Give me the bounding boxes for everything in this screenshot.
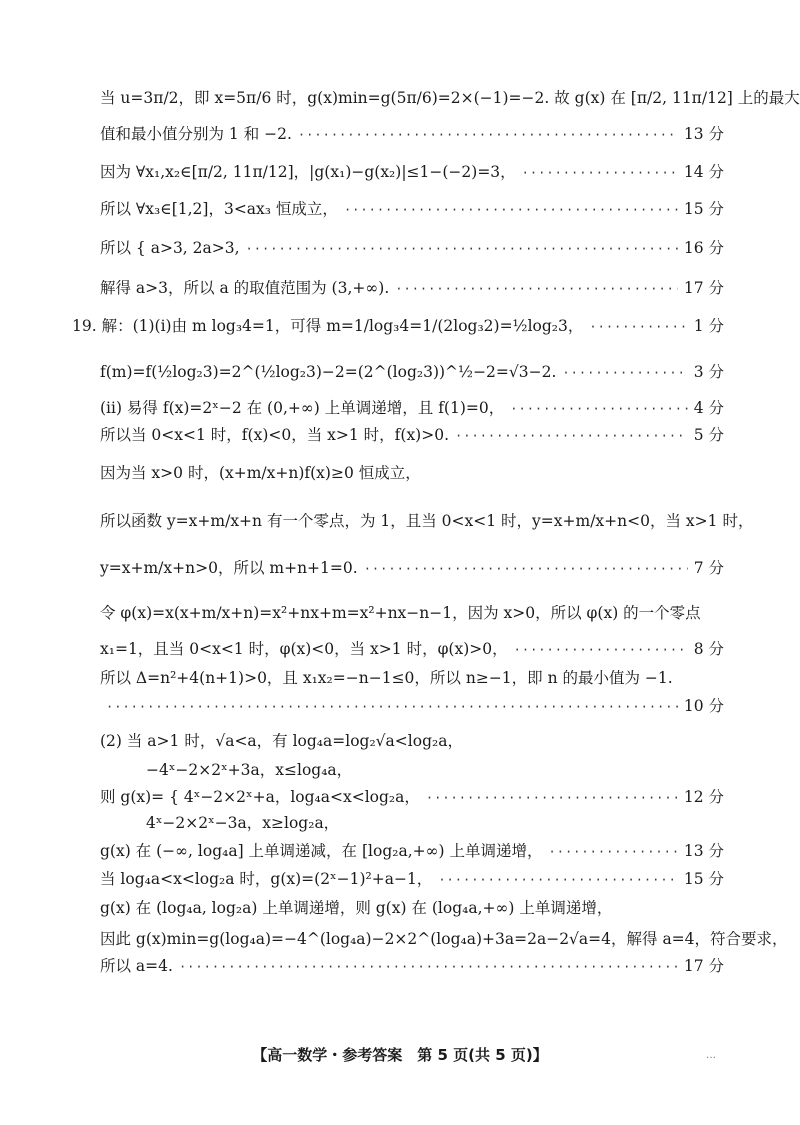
leader-dots (522, 163, 678, 183)
line-text: −4ˣ−2×2ˣ+3a，x≤log₄a， (146, 761, 353, 779)
line-text: 所以函数 y=x+m/x+n 有一个零点，为 1，且当 0<x<1 时，y=x+m/x+n<0，当 x>1 时， (100, 512, 754, 530)
leader-dots (298, 125, 678, 145)
text-line (100, 696, 724, 717)
line-text: 当 u=3π/2，即 x=5π/6 时，g(x)min=g(5π/6)=2×(−1)=−2. 故 g(x) 在 [π/2, 11π/12] 上的最大 (100, 89, 800, 107)
text-line (100, 511, 754, 531)
text-line (100, 731, 724, 751)
page-footer: 【高一数学・参考答案 第 5 页(共 5 页)】 (252, 1046, 548, 1064)
line-text: (ⅱ) 易得 f(x)=2ˣ−2 在 (0,+∞) 上单调递增，且 f(1)=0， (100, 399, 505, 417)
line-text: 当 log₄a<x<log₂a 时，g(x)=(2ˣ−1)²+a−1， (100, 870, 433, 888)
leader-dots (106, 697, 678, 717)
piecewise-case-line (146, 760, 724, 780)
question-19-heading-line (72, 316, 724, 337)
line-text: x₁=1，且当 0<x<1 时，φ(x)<0，当 x>1 时，φ(x)>0， (100, 640, 508, 658)
text-line (100, 398, 724, 419)
score-mark: 5 分 (693, 426, 724, 444)
text-line (100, 558, 724, 579)
text-line (100, 668, 724, 688)
line-text: y=x+m/x+n>0，所以 m+n+1=0. (100, 559, 358, 577)
score-mark: 3 分 (693, 363, 724, 381)
leader-dots (514, 640, 688, 660)
leader-dots (438, 870, 678, 890)
line-text: 则 g(x)= { 4ˣ−2×2ˣ+a，log₄a<x<log₂a， (100, 788, 420, 806)
leader-dots (426, 788, 678, 808)
line-text: f(m)=f(½log₂3)=2^(½log₂3)−2=(2^(log₂3))^½−2=√3−2. (100, 363, 557, 381)
line-text: 19. 解：(1)(ⅰ)由 m log₃4=1，可得 m=1/log₃4=1/(2log₃2)=½log₂3， (72, 317, 584, 335)
score-mark: 16 分 (683, 239, 724, 257)
line-text: 令 φ(x)=x(x+m/x+n)=x²+nx+m=x²+nx−n−1，因为 x>0，所以 φ(x) 的一个零点 (100, 604, 701, 622)
line-text: g(x) 在 (log₄a, log₂a) 上单调递增，则 g(x) 在 (log₄a,+∞) 上单调递增， (100, 899, 613, 917)
score-mark: 15 分 (683, 870, 724, 888)
corner-mark: … (706, 1050, 716, 1061)
line-text: 所以 a=4. (100, 957, 173, 975)
text-line (100, 869, 724, 890)
text-line (100, 841, 724, 862)
line-text: 因此 g(x)min=g(log₄a)=−4^(log₄a)−2×2^(log₄a)+3a=2a−2√a=4，解得 a=4，符合要求， (100, 930, 788, 948)
score-mark: 15 分 (683, 200, 724, 218)
text-line (100, 124, 724, 145)
text-line (100, 639, 724, 660)
text-line (100, 929, 788, 949)
text-line (100, 238, 724, 259)
leader-dots (562, 363, 687, 383)
text-line (100, 88, 800, 108)
line-text: 所以当 0<x<1 时，f(x)<0，当 x>1 时，f(x)>0. (100, 426, 450, 444)
score-mark: 14 分 (683, 163, 724, 181)
line-text: 4ˣ−2×2ˣ−3a，x≥log₂a， (146, 814, 340, 832)
text-line (100, 425, 724, 446)
score-mark: 1 分 (693, 317, 724, 335)
line-text: (2) 当 a>1 时，√a<a，有 log₄a=log₂√a<log₂a， (100, 732, 463, 750)
score-mark: 13 分 (683, 842, 724, 860)
score-mark: 8 分 (693, 640, 724, 658)
leader-dots (510, 399, 687, 419)
score-mark: 17 分 (683, 279, 724, 297)
text-line (100, 603, 724, 623)
leader-dots (246, 239, 678, 259)
line-text: 解得 a>3，所以 a 的取值范围为 (3,+∞). (100, 279, 390, 297)
leader-dots (455, 426, 688, 446)
text-line (100, 787, 724, 808)
score-mark: 17 分 (683, 957, 724, 975)
text-line (100, 162, 724, 183)
line-text: 因为 ∀x₁,x₂∈[π/2, 11π/12]，|g(x₁)−g(x₂)|≤1−(−2)=3， (100, 163, 516, 181)
text-line (100, 463, 724, 483)
text-line (100, 362, 724, 383)
piecewise-case-line (146, 813, 724, 833)
leader-dots (589, 317, 687, 337)
line-text: 所以 { a>3, 2a>3, (100, 239, 240, 257)
text-line (100, 199, 724, 220)
leader-dots (179, 957, 678, 977)
leader-dots (395, 279, 678, 299)
text-line (100, 956, 724, 977)
text-line (100, 898, 724, 918)
line-text: g(x) 在 (−∞, log₄a] 上单调递减，在 [log₂a,+∞) 上单调递增， (100, 842, 543, 860)
text-line (100, 278, 724, 299)
leader-dots (364, 559, 688, 579)
score-mark: 4 分 (693, 399, 724, 417)
score-mark: 10 分 (683, 697, 724, 715)
leader-dots (344, 200, 678, 220)
line-text: 所以 Δ=n²+4(n+1)>0，且 x₁x₂=−n−1≤0，所以 n≥−1，即 n 的最小值为 −1. (100, 669, 673, 687)
line-text: 值和最小值分别为 1 和 −2. (100, 125, 292, 143)
line-text: 因为当 x>0 时，(x+m/x+n)f(x)≥0 恒成立， (100, 464, 421, 482)
score-mark: 12 分 (683, 788, 724, 806)
score-mark: 13 分 (683, 125, 724, 143)
score-mark: 7 分 (693, 559, 724, 577)
leader-dots (549, 842, 678, 862)
line-text: 所以 ∀x₃∈[1,2]，3<ax₃ 恒成立， (100, 200, 338, 218)
